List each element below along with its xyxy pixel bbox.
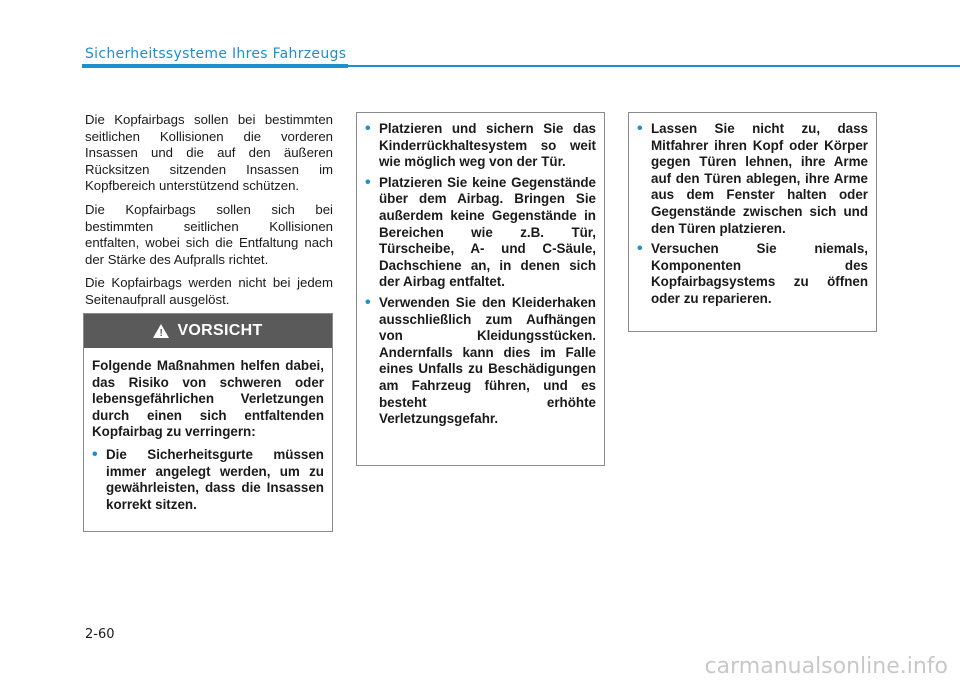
list-item: • Platzieren Sie keine Gegenstände über dem Airbag. Bringen Sie außerdem keine Gegenstände in Bereichen wie z.B. Tür, Türscheibe, A- und C-Säule, Dachschiene an, in denen sich der Airbag entfaltet. bbox=[365, 175, 596, 291]
caution-intro: Folgende Maßnahmen helfen dabei, das Risiko von schweren oder lebensgefährlichen Verletzungen durch einen sich entfaltenden Kopfairbag zu verringern: bbox=[92, 358, 324, 440]
header-rule-thin bbox=[348, 65, 960, 67]
paragraph: Die Kopfairbags sollen bei bestimmten seitlichen Kollisionen die vorderen Insassen und die auf den äußeren Rücksitzen sitzenden Insassen im Kopfbereich unterstützend schützen. bbox=[85, 112, 333, 194]
header-rule-thick bbox=[82, 64, 348, 68]
paragraph: Die Kopfairbags sollen sich bei bestimmten seitlichen Kollisionen entfalten, wobei sich die Entfaltung nach der Stärke des Aufpralls richtet. bbox=[85, 201, 333, 267]
paragraph: Die Kopfairbags werden nicht bei jedem Seitenaufprall ausgelöst. bbox=[85, 275, 333, 307]
caution-body bbox=[84, 348, 332, 525]
list-item: • Verwenden Sie den Kleiderhaken ausschließlich zum Aufhängen von Kleidungsstücken. Andernfalls kann dies im Falle eines Unfalls zu Beschädigungen am Fahrzeug führen, und es besteht erhöhte Verletzungsgefahr. bbox=[365, 295, 596, 428]
list-item: • Platzieren und sichern Sie das Kinderrückhaltesystem so weit wie möglich weg von der Tür. bbox=[365, 121, 596, 171]
warning-box-middle bbox=[356, 112, 605, 466]
section-title: Sicherheitssysteme Ihres Fahrzeugs bbox=[85, 46, 347, 62]
watermark: carmanualsonline.info bbox=[704, 654, 948, 679]
caution-header bbox=[84, 314, 332, 348]
warning-box-right bbox=[628, 112, 877, 332]
caution-list bbox=[92, 447, 324, 513]
page-number: 2-60 bbox=[85, 627, 115, 642]
caution-box bbox=[83, 313, 333, 532]
warning-triangle-icon bbox=[153, 324, 169, 338]
bullet-list bbox=[637, 121, 868, 308]
body-text-column bbox=[85, 112, 333, 316]
caution-label: VORSICHT bbox=[177, 321, 263, 339]
list-item: • Lassen Sie nicht zu, dass Mitfahrer ihren Kopf oder Körper gegen Türen lehnen, ihre Arme auf den Türen ablegen, ihre Arme aus dem Fenster halten oder Gegenstände zwischen sich und den Türen platzieren. bbox=[637, 121, 868, 237]
bullet-list bbox=[365, 121, 596, 428]
list-item: • Die Sicherheitsgurte müssen immer angelegt werden, um zu gewährleisten, dass die Insassen korrekt sitzen. bbox=[92, 447, 324, 513]
list-item: • Versuchen Sie niemals, Komponenten des Kopfairbagsystems zu öffnen oder zu reparieren. bbox=[637, 241, 868, 307]
